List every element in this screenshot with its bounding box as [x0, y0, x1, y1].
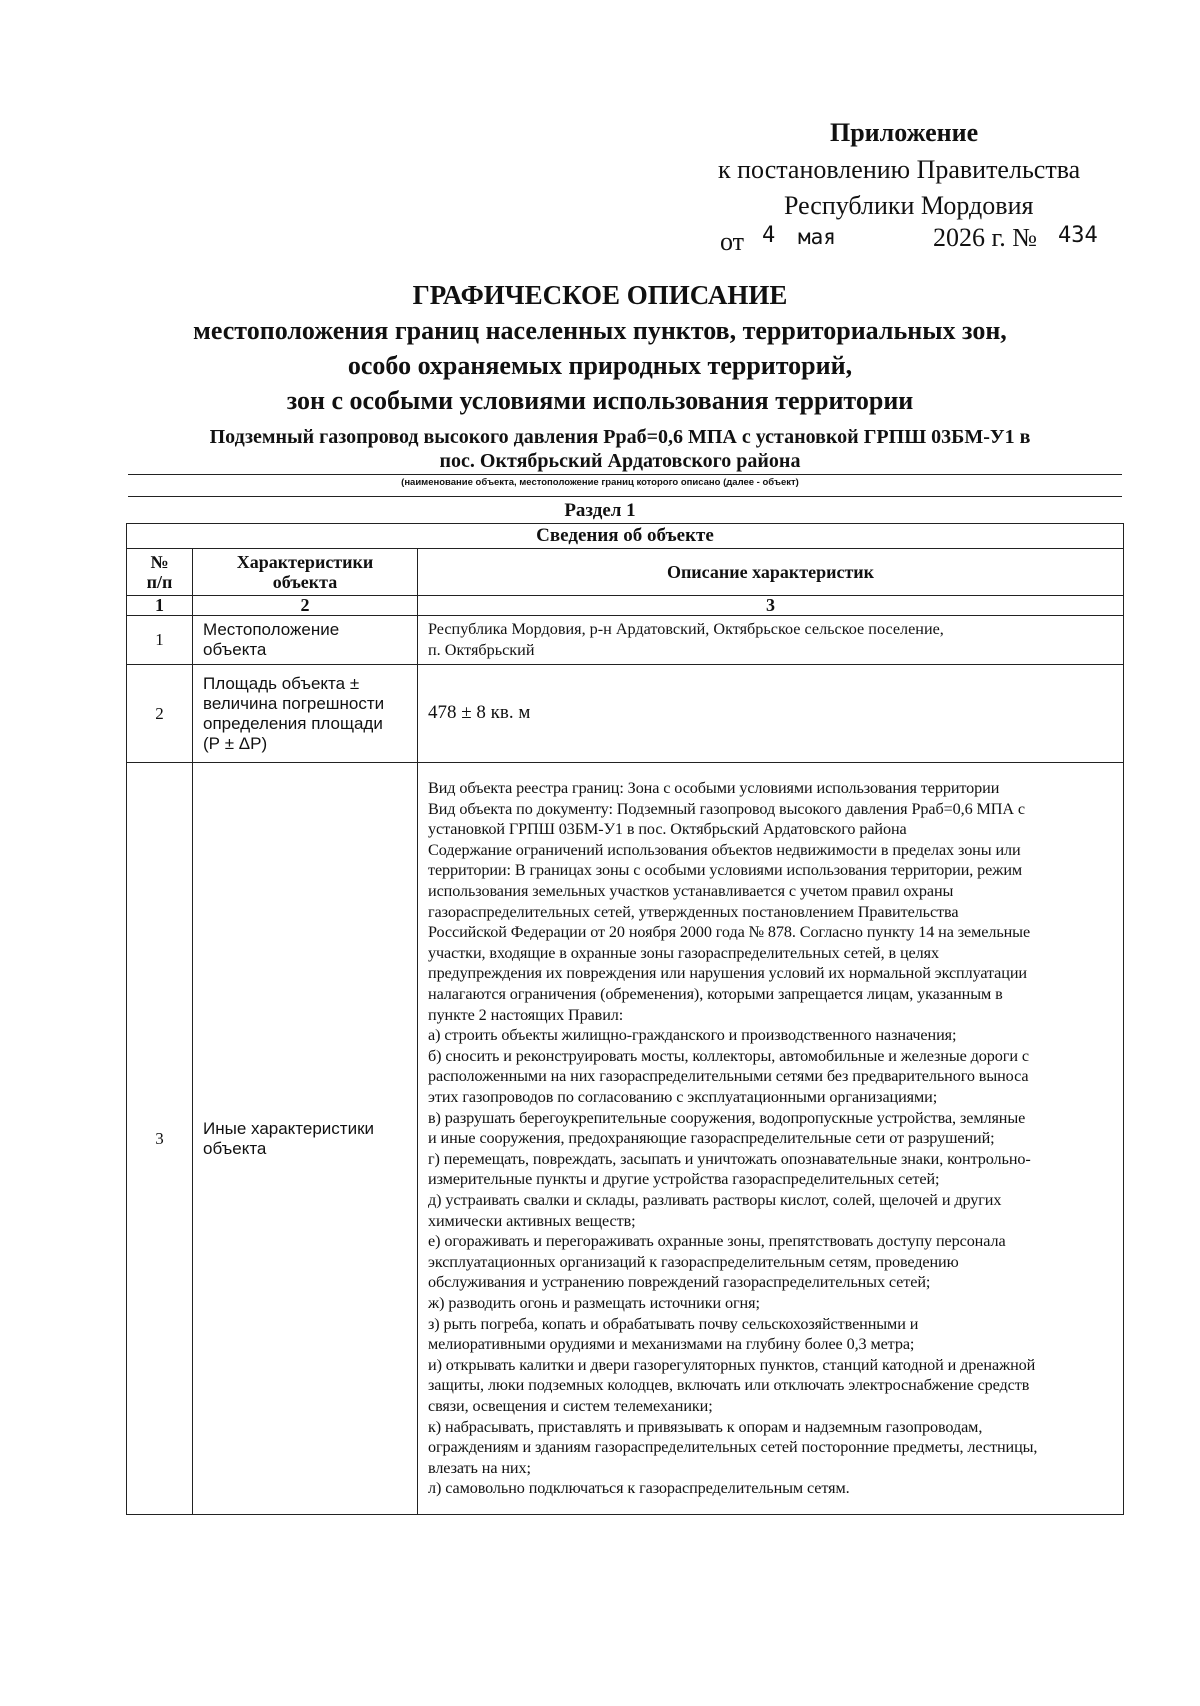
desc-line: и) открывать калитки и двери газорегуляторных пунктов, станций катодной и дренажной	[428, 1355, 1036, 1374]
desc-line: влезать на них;	[428, 1458, 531, 1477]
desc-line: б) сносить и реконструировать мосты, коллекторы, автомобильные и железные дороги с	[428, 1046, 1029, 1065]
desc-line: химически активных веществ;	[428, 1211, 636, 1230]
desc-line: Российской Федерации от 20 ноября 2000 года № 878. Согласно пункту 14 на земельные	[428, 923, 1031, 942]
document-subtitle	[60, 313, 1140, 418]
char-line: объекта	[203, 1138, 267, 1158]
object-name-line: пос. Октябрьский Ардатовского района	[439, 450, 801, 472]
object-underline	[128, 474, 1122, 475]
desc-line: Республика Мордовия, р-н Ардатовский, Октябрьское сельское поселение,	[428, 620, 944, 639]
desc-line: ж) разводить огонь и размещать источники огня;	[428, 1293, 760, 1312]
header-num-line: п/п	[146, 572, 173, 592]
appendix-line-1: к постановлению Правительства	[718, 155, 1081, 184]
desc-line: установкой ГРПШ 03БМ-У1 в пос. Октябрьский Ардатовского района	[428, 820, 907, 839]
subtitle-line: зон с особыми условиями использования территории	[286, 386, 914, 415]
table-caption: Сведения об объекте	[127, 524, 1124, 549]
desc-line: мелиоративными орудиями и механизмами на глубину более 0,3 метра;	[428, 1335, 915, 1354]
row-characteristic	[193, 763, 418, 1515]
appendix-line-2: Республики Мордовия	[784, 191, 1034, 220]
desc-line: п. Октябрьский	[428, 641, 535, 659]
char-line: определения площади	[203, 713, 383, 733]
table-header-row	[127, 549, 1124, 596]
row-description	[418, 616, 1124, 665]
desc-line: в) разрушать берегоукрепительные сооружения, водопропускные устройства, земляные	[428, 1108, 1026, 1127]
desc-line: Содержание ограничений использования объектов недвижимости в пределах зоны или	[428, 840, 1021, 859]
object-info-table	[126, 523, 1124, 1515]
date-prefix: от	[720, 227, 745, 256]
table-caption-row	[127, 524, 1124, 549]
desc-line: к) набрасывать, приставлять и привязывать к опорам и надземным газопроводам,	[428, 1417, 983, 1436]
desc-line: е) огораживать и перегораживать охранные зоны, препятствовать доступу персонала	[428, 1232, 1006, 1251]
document-title: ГРАФИЧЕСКОЕ ОПИСАНИЕ	[412, 280, 788, 310]
row-number: 3	[127, 763, 193, 1515]
object-caption: (наименование объекта, местоположение границ которого описано (далее - объект)	[401, 477, 799, 488]
desc-line: этих газопроводов по согласованию с эксплуатационными организациями;	[428, 1088, 938, 1107]
desc-line: использования земельных участков устанавливается с учетом правил охраны	[428, 882, 954, 901]
desc-line: измерительные пункты и другие устройства газораспределительных сетей;	[428, 1170, 940, 1189]
date-day: 4	[762, 223, 776, 248]
char-line: Площадь объекта ±	[203, 673, 360, 693]
appendix-title: Приложение	[830, 118, 979, 147]
desc-line: д) устраивать свалки и склады, разливать растворы кислот, солей, щелочей и других	[428, 1190, 1002, 1209]
table-row	[127, 763, 1124, 1515]
header-char-line: объекта	[272, 572, 338, 592]
column-number: 2	[193, 596, 418, 616]
header-description: Описание характеристик	[418, 549, 1124, 596]
desc-line: связи, освещения и систем телемеханики;	[428, 1396, 713, 1415]
desc-line: ограждениям и зданиям газораспределительных сетей посторонние предметы, лестницы,	[428, 1438, 1038, 1457]
desc-line: расположенными на них газораспределительными сетями без предварительного выноса	[428, 1067, 1029, 1086]
char-line: объекта	[203, 640, 267, 659]
object-name	[120, 425, 1120, 473]
desc-line: з) рыть погреба, копать и обрабатывать почву сельскохозяйственными и	[428, 1314, 919, 1333]
row-number: 1	[127, 616, 193, 665]
header-char-line: Характеристики	[236, 552, 374, 572]
object-divider	[128, 496, 1122, 497]
char-line: Местоположение	[203, 620, 340, 639]
desc-line: Вид объекта реестра границ: Зона с особыми условиями использования территории	[428, 779, 1000, 798]
desc-line: обслуживания и устранению повреждений газораспределительных сетей;	[428, 1273, 931, 1292]
row-description	[418, 665, 1124, 763]
desc-line: 478 ± 8 кв. м	[428, 702, 531, 724]
desc-line: г) перемещать, повреждать, засыпать и уничтожать опознавательные знаки, контрольно-	[428, 1149, 1031, 1168]
desc-line: налагаются ограничения (обременения), которыми запрещается лицам, указанным в	[428, 985, 1003, 1004]
column-number-row	[127, 596, 1124, 616]
date-month: мая	[798, 225, 836, 249]
desc-line: л) самовольно подключаться к газораспределительным сетям.	[428, 1479, 850, 1498]
desc-line: а) строить объекты жилищно-гражданского и производственного назначения;	[428, 1026, 957, 1045]
column-number: 1	[127, 596, 193, 616]
column-number: 3	[418, 596, 1124, 616]
desc-line: пункте 2 настоящих Правил:	[428, 1005, 624, 1024]
desc-line: и иные сооружения, предохраняющие газораспределительные сети от разрушений;	[428, 1129, 995, 1148]
row-number: 2	[127, 665, 193, 763]
appendix-date-line	[720, 223, 1120, 263]
desc-line: территории: В границах зоны с особыми условиями использования территории, режим	[428, 861, 1023, 880]
subtitle-line: особо охраняемых природных территорий,	[347, 351, 853, 380]
header-num	[127, 549, 193, 596]
desc-line: предупреждения их повреждения или нарушения условий их нормальной эксплуатации	[428, 964, 1027, 983]
char-line: (Р ± ΔР)	[203, 733, 268, 753]
desc-line: эксплуатационных организаций к газораспределительным сетям, проведению	[428, 1252, 959, 1271]
row-description	[418, 763, 1124, 1515]
header-characteristics	[193, 549, 418, 596]
decree-number: 434	[1058, 223, 1098, 248]
date-year: 2026 г. №	[933, 223, 1038, 252]
row-characteristic	[193, 616, 418, 665]
subtitle-line: местоположения границ населенных пунктов, территориальных зон,	[193, 316, 1007, 345]
row-characteristic	[193, 665, 418, 763]
table-row	[127, 665, 1124, 763]
desc-line: участки, входящие в охранные зоны газораспределительных сетей, в целях	[428, 943, 939, 962]
char-line: величина погрешности	[203, 693, 385, 713]
desc-line: газораспределительных сетей, утвержденных постановлением Правительства	[428, 902, 959, 921]
desc-line: защиты, люки подземных колодцев, включать или отключать электроснабжение средств	[428, 1376, 1030, 1395]
desc-line: Вид объекта по документу: Подземный газопровод высокого давления Рраб=0,6 МПА с	[428, 799, 1026, 818]
table-row	[127, 616, 1124, 665]
char-line: Иные характеристики	[203, 1118, 375, 1138]
section-title: Раздел 1	[564, 500, 636, 521]
header-num-line: №	[150, 552, 169, 572]
object-name-line: Подземный газопровод высокого давления Рраб=0,6 МПА с установкой ГРПШ 03БМ-У1 в	[209, 426, 1031, 448]
